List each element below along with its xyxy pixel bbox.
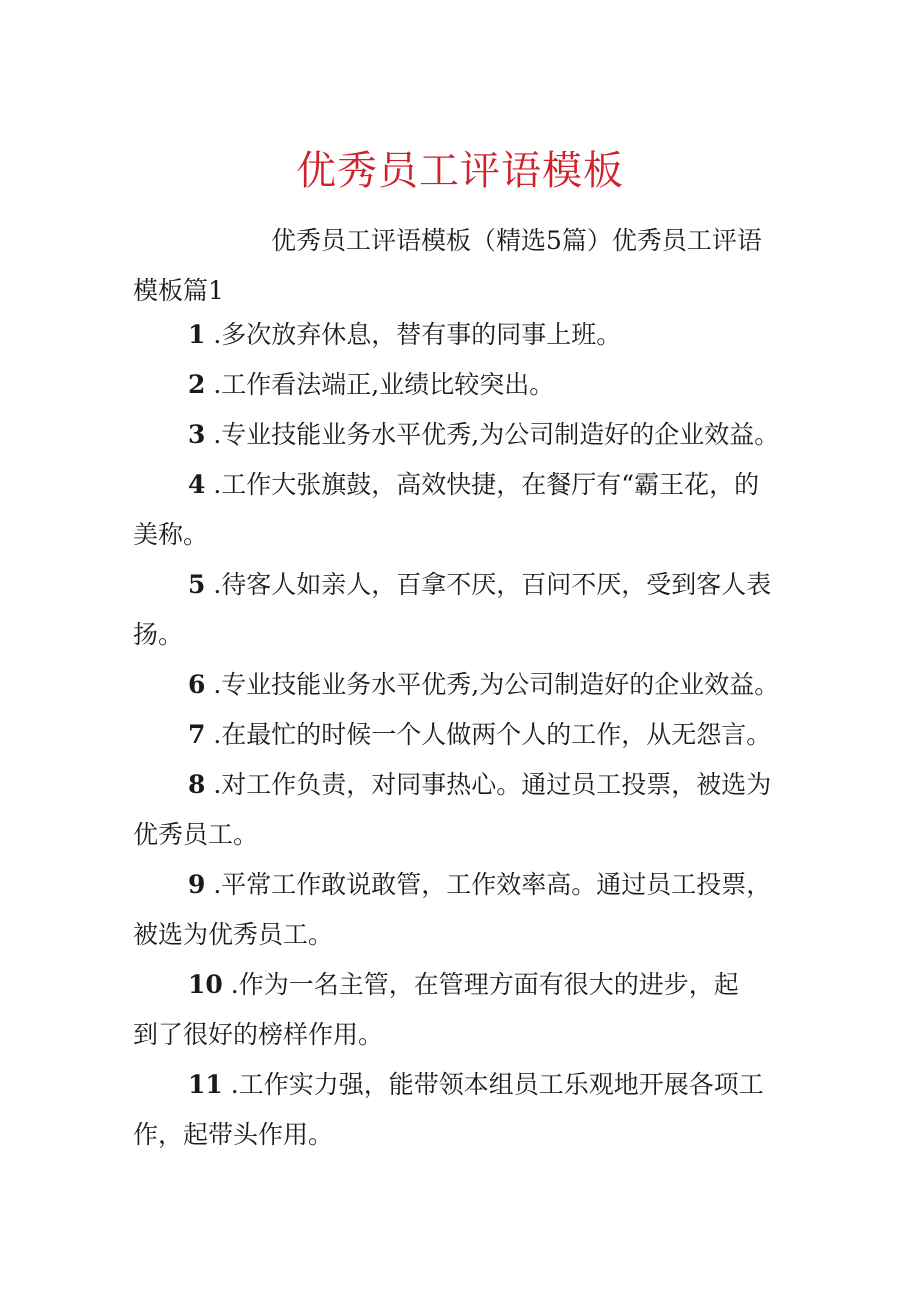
item-number: 2 (188, 370, 206, 399)
item-number: 7 (188, 720, 206, 749)
item-text-continued: 被选为优秀员工。 (133, 920, 334, 949)
list-item (133, 410, 813, 460)
item-text-continued: 到了很好的榜样作用。 (133, 1020, 384, 1049)
item-text: .对工作负责，对同事热心。通过员工投票，被选为 (213, 770, 772, 799)
intro-line-1: 优秀员工评语模板（精选5篇）优秀员工评语 (271, 226, 762, 255)
document-title: 优秀员工评语模板 (296, 148, 624, 194)
item-text: .工作大张旗鼓，高效快捷，在餐厅有“霸王花，的 (213, 470, 760, 499)
item-text: .工作实力强，能带领本组员工乐观地开展各项工 (230, 1070, 764, 1099)
list-item (133, 460, 813, 560)
item-number: 6 (188, 670, 206, 699)
item-text-continued: 美称。 (133, 520, 209, 549)
intro-paragraph (133, 216, 813, 316)
intro-line-2: 模板篇1 (133, 276, 224, 305)
list-item (133, 310, 813, 360)
item-number: 8 (188, 770, 206, 799)
list-item (133, 860, 813, 960)
item-number: 1 (188, 320, 206, 349)
item-number: 3 (188, 420, 206, 449)
list-item (133, 760, 813, 860)
list-item (133, 660, 813, 710)
item-text: .专业技能业务水平优秀,为公司制造好的企业效益。 (213, 420, 780, 449)
item-text-continued: 优秀员工。 (133, 820, 259, 849)
item-text: .在最忙的时候一个人做两个人的工作，从无怨言。 (213, 720, 772, 749)
comment-list (133, 310, 813, 1160)
list-item (133, 710, 813, 760)
item-text: .专业技能业务水平优秀,为公司制造好的企业效益。 (213, 670, 780, 699)
item-text-continued: 扬。 (133, 620, 184, 649)
item-text: .作为一名主管，在管理方面有很大的进步，起 (230, 970, 739, 999)
item-number: 9 (188, 870, 206, 899)
item-number: 10 (188, 970, 223, 999)
item-number: 4 (188, 470, 206, 499)
item-number: 11 (188, 1070, 223, 1099)
list-item (133, 1060, 813, 1160)
item-text: .工作看法端正,业绩比较突出。 (213, 370, 555, 399)
item-text: .平常工作敢说敢管，工作效率高。通过员工投票， (213, 870, 772, 899)
list-item (133, 360, 813, 410)
item-text: .多次放弃休息，替有事的同事上班。 (213, 320, 622, 349)
list-item (133, 960, 813, 1060)
item-text-continued: 作，起带头作用。 (133, 1120, 334, 1149)
list-item (133, 560, 813, 660)
item-number: 5 (188, 570, 206, 599)
item-text: .待客人如亲人，百拿不厌，百问不厌，受到客人表 (213, 570, 772, 599)
